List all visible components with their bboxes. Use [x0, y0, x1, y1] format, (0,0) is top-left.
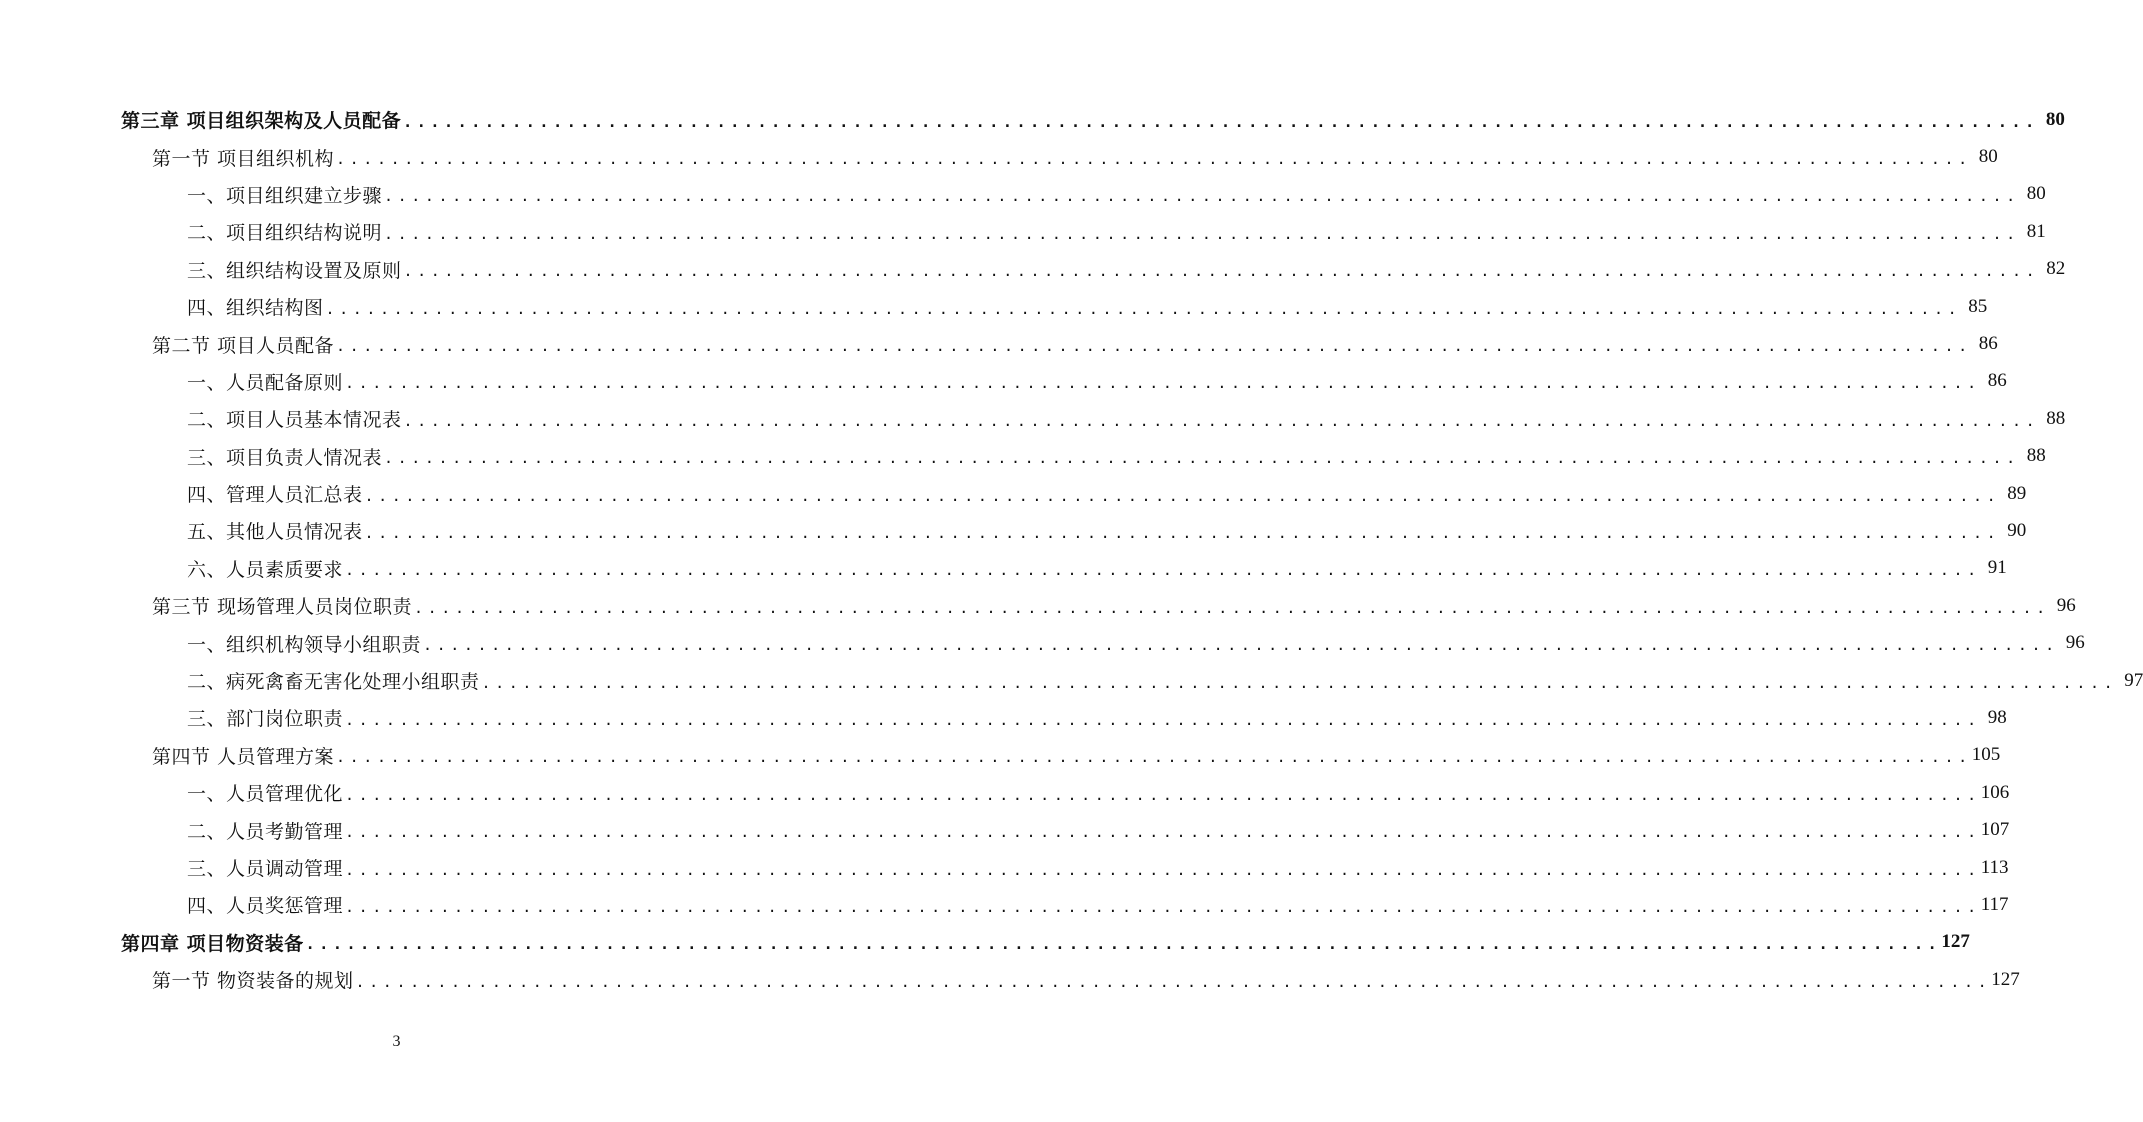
toc-entry-page: 113: [1980, 856, 2009, 878]
toc-entry-label: 第三章 项目组织架构及人员配备: [121, 110, 402, 133]
dot-leader: ........................................................................................................................: [336, 337, 1972, 356]
toc-entry-page: 81: [2026, 220, 2046, 242]
table-of-contents: [0, 101, 2143, 998]
dot-leader: ........................................................................................................................: [364, 523, 2001, 542]
toc-entry-label: 一、组织机构领导小组职责: [187, 633, 422, 656]
toc-entry-page: 86: [1987, 370, 2007, 392]
toc-entry-label: 四、管理人员汇总表: [187, 484, 363, 507]
toc-entry-item[interactable]: [0, 176, 2046, 213]
dot-leader: ........................................................................................................................: [345, 897, 1981, 916]
toc-entry-label: 三、部门岗位职责: [187, 708, 344, 731]
toc-entry-page: 97: [2124, 669, 2143, 691]
toc-entry-label: 三、组织结构设置及原则: [187, 259, 402, 282]
toc-entry-item[interactable]: [0, 438, 2046, 475]
dot-leader: ........................................................................................................................: [384, 224, 2020, 243]
toc-entry-section[interactable]: [0, 325, 1998, 362]
toc-entry-page: 117: [1980, 893, 2009, 915]
dot-leader: ........................................................................................................................: [384, 449, 2020, 468]
dot-leader: ........................................................................................................................: [403, 112, 2039, 131]
toc-entry-item[interactable]: [0, 213, 2046, 250]
toc-entry-label: 二、人员考勤管理: [187, 820, 344, 843]
toc-entry-item[interactable]: [0, 550, 2007, 587]
toc-entry-page: 107: [1980, 819, 2010, 841]
toc-entry-page: 90: [2007, 519, 2027, 541]
dot-leader: ........................................................................................................................: [305, 935, 1942, 954]
dot-leader: ........................................................................................................................: [345, 785, 1981, 804]
toc-entry-item[interactable]: [0, 662, 2143, 699]
toc-entry-label: 第一节 项目组织机构: [152, 147, 335, 170]
toc-entry-label: 第二节 项目人员配备: [152, 334, 335, 357]
toc-entry-label: 二、项目人员基本情况表: [187, 409, 402, 432]
toc-entry-chapter[interactable]: [0, 101, 2065, 138]
toc-entry-label: 一、项目组织建立步骤: [187, 184, 383, 207]
toc-entry-label: 四、人员奖惩管理: [187, 895, 344, 918]
toc-entry-page: 106: [1980, 781, 2010, 803]
toc-entry-label: 一、人员配备原则: [187, 371, 344, 394]
toc-entry-item[interactable]: [0, 811, 2010, 848]
toc-entry-page: 127: [1941, 931, 1970, 953]
page-number: 3: [392, 1033, 401, 1050]
toc-entry-page: 127: [1991, 968, 2020, 990]
dot-leader: ........................................................................................................................: [336, 150, 1972, 169]
toc-entry-page: 85: [1968, 295, 1988, 317]
toc-entry-item[interactable]: [0, 774, 2010, 811]
dot-leader: ........................................................................................................................: [384, 187, 2020, 206]
toc-entry-page: 82: [2046, 258, 2066, 280]
toc-entry-item[interactable]: [0, 624, 2085, 661]
toc-entry-label: 第一节 物资装备的规划: [152, 970, 354, 993]
dot-leader: ........................................................................................................................: [403, 262, 2040, 281]
toc-entry-label: 第三节 现场管理人员岗位职责: [152, 596, 413, 619]
toc-entry-page: 96: [2056, 594, 2076, 616]
toc-entry-item[interactable]: [0, 699, 2007, 736]
dot-leader: ........................................................................................................................: [345, 860, 1981, 879]
toc-entry-item[interactable]: [0, 288, 1988, 325]
toc-entry-label: 第四节 人员管理方案: [152, 745, 335, 768]
dot-leader: ........................................................................................................................: [481, 673, 2118, 692]
toc-entry-label: 二、项目组织结构说明: [187, 222, 383, 245]
toc-entry-item[interactable]: [0, 849, 2009, 886]
toc-entry-item[interactable]: [0, 251, 2066, 288]
toc-entry-label: 第四章 项目物资装备: [121, 932, 304, 955]
toc-entry-chapter[interactable]: [0, 924, 1970, 961]
dot-leader: ........................................................................................................................: [345, 374, 1981, 393]
toc-entry-section[interactable]: [0, 737, 2001, 774]
toc-entry-page: 88: [2026, 445, 2046, 467]
toc-entry-page: 86: [1978, 333, 1998, 355]
toc-entry-section[interactable]: [0, 138, 1998, 175]
toc-entry-page: 80: [2045, 108, 2065, 130]
dot-leader: ........................................................................................................................: [403, 411, 2040, 430]
dot-leader: ........................................................................................................................: [364, 486, 2001, 505]
toc-entry-section[interactable]: [0, 961, 2020, 998]
toc-entry-page: 88: [2046, 407, 2066, 429]
dot-leader: ........................................................................................................................: [423, 636, 2059, 655]
toc-entry-page: 98: [1987, 706, 2007, 728]
toc-entry-label: 六、人员素质要求: [187, 558, 344, 581]
toc-entry-item[interactable]: [0, 363, 2007, 400]
toc-entry-page: 91: [1987, 557, 2007, 579]
toc-entry-label: 四、组织结构图: [187, 297, 324, 320]
toc-entry-page: 96: [2065, 632, 2085, 654]
dot-leader: ........................................................................................................................: [355, 972, 1992, 991]
toc-entry-page: 89: [2007, 482, 2027, 504]
dot-leader: ........................................................................................................................: [325, 299, 1962, 318]
toc-entry-page: 80: [2026, 183, 2046, 205]
toc-entry-section[interactable]: [0, 587, 2076, 624]
dot-leader: ........................................................................................................................: [414, 598, 2050, 617]
toc-entry-label: 二、病死禽畜无害化处理小组职责: [187, 671, 480, 694]
dot-leader: ........................................................................................................................: [336, 748, 1972, 767]
toc-entry-label: 五、其他人员情况表: [187, 521, 363, 544]
toc-entry-page: 80: [1978, 146, 1998, 168]
toc-entry-label: 三、项目负责人情况表: [187, 446, 383, 469]
toc-entry-label: 一、人员管理优化: [187, 783, 344, 806]
toc-entry-item[interactable]: [0, 886, 2009, 923]
dot-leader: ........................................................................................................................: [345, 710, 1981, 729]
dot-leader: ........................................................................................................................: [345, 823, 1981, 842]
dot-leader: ........................................................................................................................: [345, 561, 1981, 580]
toc-entry-item[interactable]: [0, 475, 2027, 512]
toc-entry-page: 105: [1971, 744, 2001, 766]
toc-entry-item[interactable]: [0, 400, 2066, 437]
toc-entry-item[interactable]: [0, 512, 2027, 549]
toc-entry-label: 三、人员调动管理: [187, 858, 344, 880]
